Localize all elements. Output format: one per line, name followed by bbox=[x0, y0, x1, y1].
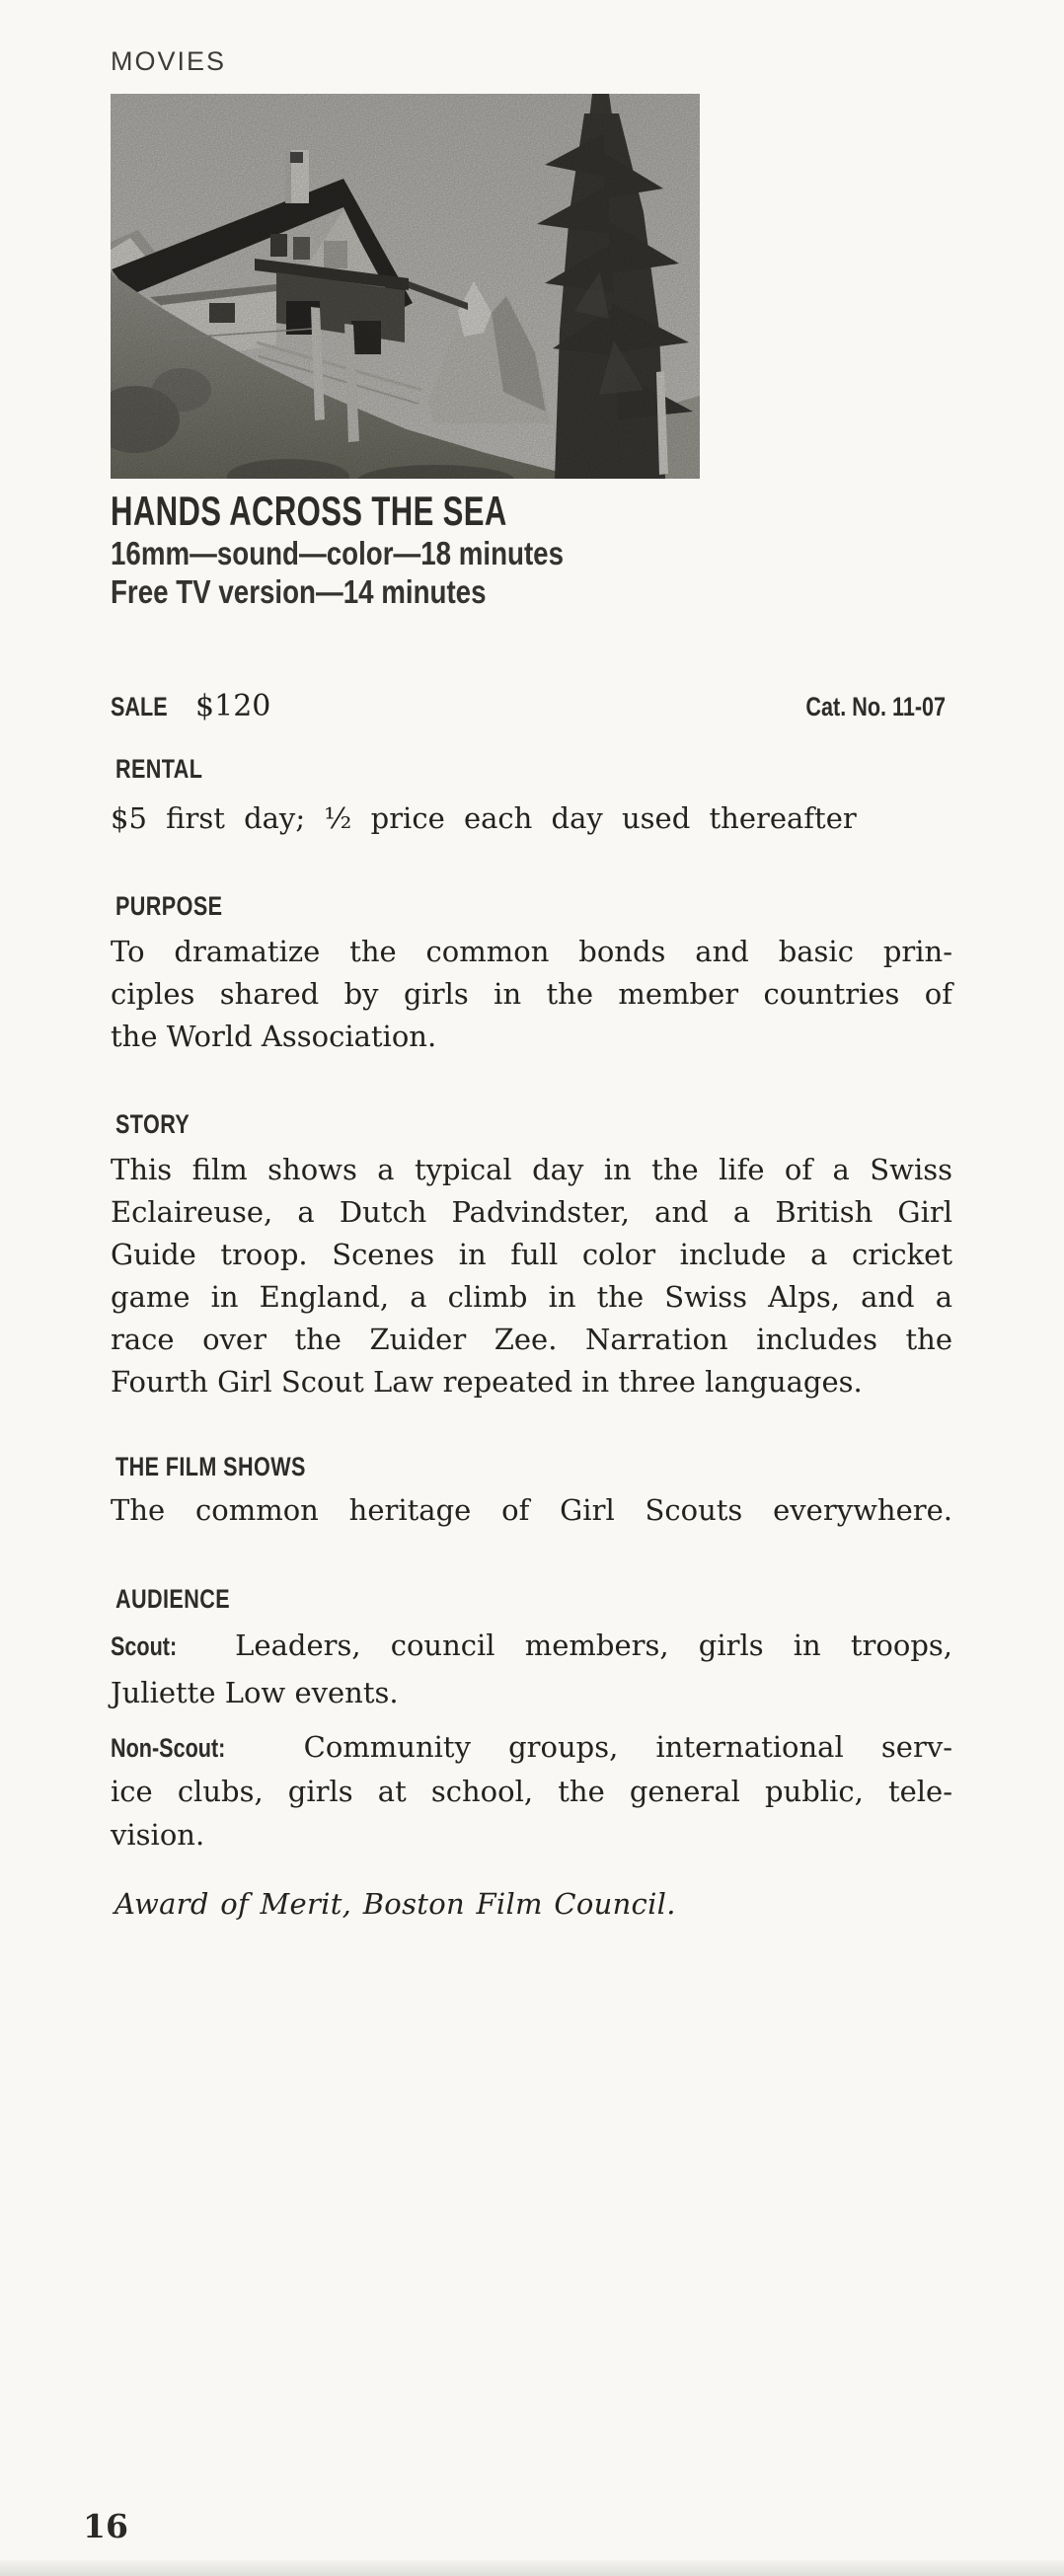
paragraph-line: Guide troop. Scenes in full color include a cricket bbox=[111, 1238, 952, 1271]
film-title: HANDS ACROSS THE SEA bbox=[111, 488, 507, 534]
paragraph-line: ciples shared by girls in the member countries of bbox=[111, 977, 952, 1011]
paragraph-line: Juliette Low events. bbox=[111, 1676, 399, 1709]
audience-nonscout-paragraph bbox=[111, 1725, 952, 1856]
paragraph-line: vision. bbox=[111, 1818, 205, 1852]
story-paragraph bbox=[111, 1149, 952, 1403]
purpose-heading: PURPOSE bbox=[115, 891, 223, 921]
paragraph-line: game in England, a climb in the Swiss Alps, and a bbox=[111, 1280, 952, 1314]
paragraph-text: Leaders, council members, girls in troops, bbox=[235, 1629, 952, 1662]
paragraph-line bbox=[111, 1725, 952, 1770]
scan-edge-shadow bbox=[0, 2560, 1064, 2576]
paragraph-text: Community groups, international serv- bbox=[303, 1730, 953, 1764]
sale-price: $120 bbox=[195, 689, 271, 723]
audience-heading: AUDIENCE bbox=[115, 1584, 231, 1614]
film-shows-paragraph bbox=[111, 1489, 952, 1532]
audience-scout-paragraph bbox=[111, 1623, 952, 1716]
catalog-number: Cat. No. 11-07 bbox=[805, 692, 946, 721]
paragraph-line: This film shows a typical day in the life of a Swiss bbox=[111, 1153, 952, 1186]
sale-label: SALE bbox=[111, 692, 168, 721]
sale-info bbox=[111, 689, 270, 723]
scout-label: Scout: bbox=[111, 1631, 178, 1661]
non-scout-label: Non-Scout: bbox=[111, 1733, 226, 1763]
paragraph-line: the World Association. bbox=[111, 1020, 437, 1053]
chalet-photo-illustration bbox=[111, 94, 700, 479]
film-format-line: 16mm—sound—color—18 minutes bbox=[111, 535, 565, 571]
page-header: MOVIES bbox=[111, 46, 227, 76]
story-heading: STORY bbox=[115, 1109, 190, 1139]
purpose-paragraph bbox=[111, 931, 952, 1058]
paragraph-line: Fourth Girl Scout Law repeated in three languages. bbox=[111, 1365, 863, 1399]
paragraph-line bbox=[111, 1623, 952, 1670]
film-tv-line: Free TV version—14 minutes bbox=[111, 573, 487, 610]
rental-heading: RENTAL bbox=[115, 754, 203, 784]
paragraph-line: The common heritage of Girl Scouts everywhere. bbox=[111, 1493, 952, 1527]
paragraph-line: Eclaireuse, a Dutch Padvindster, and a British Girl bbox=[111, 1195, 952, 1229]
paragraph-line: race over the Zuider Zee. Narration includes the bbox=[111, 1323, 952, 1356]
page-number: 16 bbox=[83, 2507, 128, 2545]
film-shows-heading: THE FILM SHOWS bbox=[115, 1452, 306, 1481]
rental-terms: $5 first day; ½ price each day used thereafter bbox=[111, 801, 857, 835]
sale-row bbox=[111, 689, 946, 723]
paragraph-line: To dramatize the common bonds and basic prin- bbox=[111, 935, 952, 968]
paragraph-line: ice clubs, girls at school, the general public, tele- bbox=[111, 1775, 952, 1808]
film-photo bbox=[111, 94, 700, 479]
award-credit: Award of Merit, Boston Film Council. bbox=[114, 1887, 676, 1921]
